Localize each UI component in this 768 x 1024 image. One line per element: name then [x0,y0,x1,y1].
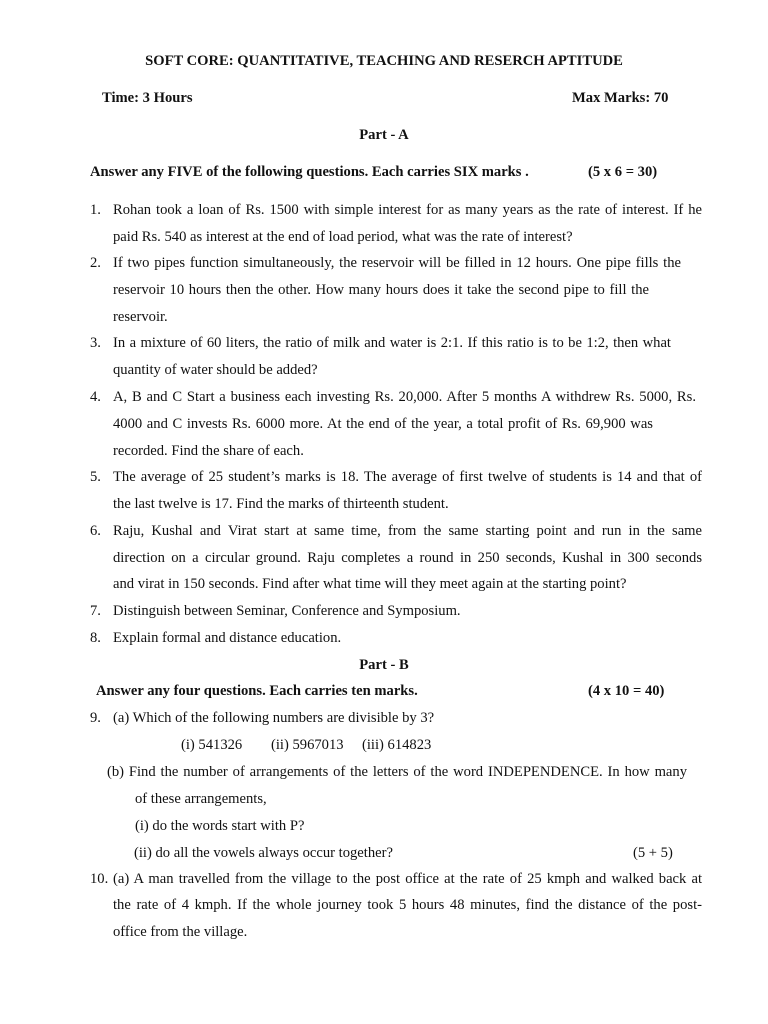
question-line: paid Rs. 540 as interest at the end of load period, what was the rate of interest? [113,229,573,245]
question-line: recorded. Find the share of each. [113,443,304,459]
time-label: Time: 3 Hours [102,90,193,106]
question-number: 4. [90,389,101,405]
question-line: In a mixture of 60 liters, the ratio of milk and water is 2:1. If this ratio is to be 1:2, then what [113,335,671,351]
question-line: (a) Which of the following numbers are divisible by 3? [113,710,435,726]
question-line: Raju, Kushal and Virat start at same time, from the same starting point and run in the same [113,523,702,539]
option-item: (iii) 614823 [362,737,432,753]
sub-question: (i) do the words start with P? [135,818,305,834]
question-line: quantity of water should be added? [113,362,318,378]
question-line: and virat in 150 seconds. Find after what time will they meet again at the starting point? [113,576,627,592]
question-line: Explain formal and distance education. [113,630,342,646]
part-b-instruction: Answer any four questions. Each carries ten marks. [96,683,418,699]
part-a-instruction: Answer any FIVE of the following questions. Each carries SIX marks . [90,164,529,180]
question-number: 2. [90,255,101,271]
part-b-heading: Part - B [359,657,409,673]
question-line: reservoir. [113,309,168,325]
question-number: 7. [90,603,101,619]
question-line: direction on a circular ground. Raju completes a round in 250 seconds, Kushal in 300 seconds [113,550,702,566]
question-number: 6. [90,523,101,539]
question-marks: (5 + 5) [633,845,673,861]
part-a-marks: (5 x 6 = 30) [588,164,658,180]
question-line: reservoir 10 hours then the other. How many hours does it take the second pipe to fill the [113,282,649,298]
question-number: 9. [90,710,101,726]
option-item: (i) 541326 [181,737,243,753]
question-number: 5. [90,469,101,485]
question-line: the rate of 4 kmph. If the whole journey took 5 hours 48 minutes, find the distance of the post- [113,897,702,913]
question-line: (a) A man travelled from the village to the post office at the rate of 25 kmph and walked back at [113,871,702,887]
question-line: the last twelve is 17. Find the marks of thirteenth student. [113,496,449,512]
part-b-marks: (4 x 10 = 40) [588,683,665,699]
question-number: 10. [90,871,109,887]
question-number: 3. [90,335,101,351]
question-line: Rohan took a loan of Rs. 1500 with simple interest for as many years as the rate of interest. If he [113,202,702,218]
part-a-heading: Part - A [359,127,409,143]
max-marks-label: Max Marks: 70 [572,90,669,106]
question-line: Distinguish between Seminar, Conference and Symposium. [113,603,461,619]
question-number: 1. [90,202,101,218]
question-line: If two pipes function simultaneously, the reservoir will be filled in 12 hours. One pipe fills the [113,255,681,271]
question-line: of these arrangements, [135,791,267,807]
question-line: The average of 25 student’s marks is 18. The average of first twelve of students is 14 and that of [113,469,702,485]
question-line: (b) Find the number of arrangements of the letters of the word INDEPENDENCE. In how many [107,764,687,780]
paper-title: SOFT CORE: QUANTITATIVE, TEACHING AND RESERCH APTITUDE [145,53,623,69]
sub-question: (ii) do all the vowels always occur together? [134,845,393,861]
question-line: office from the village. [113,924,248,940]
question-line: 4000 and C invests Rs. 6000 more. At the end of the year, a total profit of Rs. 69,900 was [113,416,653,432]
option-item: (ii) 5967013 [271,737,344,753]
question-number: 8. [90,630,101,646]
question-line: A, B and C Start a business each investing Rs. 20,000. After 5 months A withdrew Rs. 5000, Rs. [113,389,696,405]
